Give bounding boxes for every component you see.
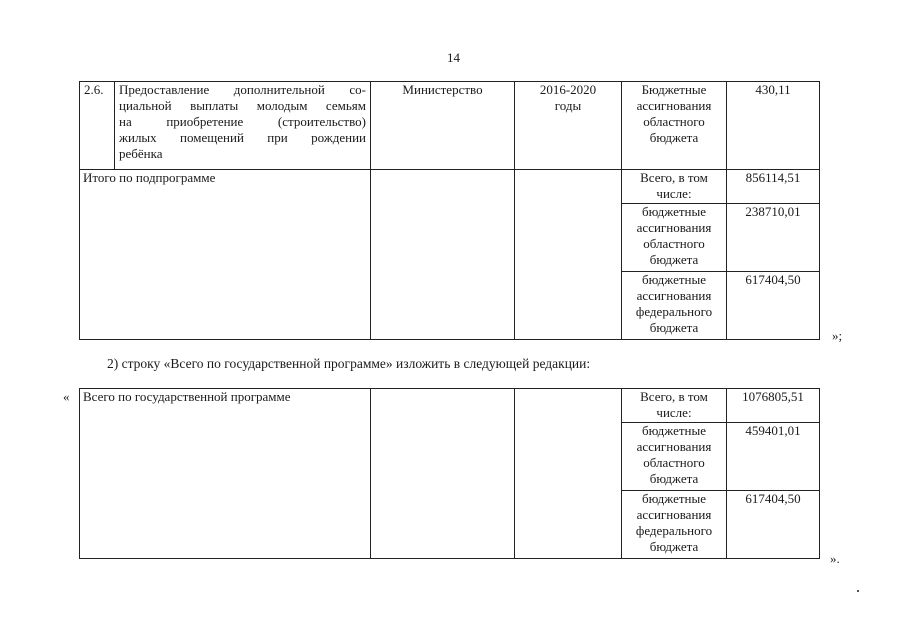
funding-source: Всего, в том числе: xyxy=(622,170,727,204)
amount: 238710,01 xyxy=(727,204,820,272)
amount: 617404,50 xyxy=(727,491,820,559)
measure-description: Предоставление дополнительной со- циальной выплаты молодым семьям на приобретение (строительство) жилых помещений при рождении ребёнка xyxy=(115,82,371,170)
table-row xyxy=(80,170,820,204)
closing-quote: ». xyxy=(830,551,840,566)
amount: 617404,50 xyxy=(727,272,820,340)
subprogram-table xyxy=(79,81,820,340)
amendment-paragraph: 2) строку «Всего по государственной программе» изложить в следующей редакции: xyxy=(107,356,591,371)
row-number: 2.6. xyxy=(80,82,115,170)
funding-source: бюджетные ассигнования областного бюджета xyxy=(622,423,727,491)
funding-source: Всего, в том числе: xyxy=(622,389,727,423)
program-total-label: Всего по государственной программе xyxy=(80,389,371,559)
amount: 459401,01 xyxy=(727,423,820,491)
period: 2016-2020 годы xyxy=(515,82,622,170)
funding-source: бюджетные ассигнования федерального бюджета xyxy=(622,272,727,340)
funding-source: бюджетные ассигнования федерального бюджета xyxy=(622,491,727,559)
program-total-table xyxy=(79,388,820,559)
funding-source: Бюджетные ассигнования областного бюджета xyxy=(622,82,727,170)
amount: 856114,51 xyxy=(727,170,820,204)
page-number: 14 xyxy=(447,50,460,65)
amount: 1076805,51 xyxy=(727,389,820,423)
scan-speck xyxy=(857,590,859,592)
table-row xyxy=(80,389,820,423)
amount: 430,11 xyxy=(727,82,820,170)
opening-quote: « xyxy=(63,389,70,404)
subprogram-total-label: Итого по подпрограмме xyxy=(80,170,371,340)
funding-source: бюджетные ассигнования областного бюджета xyxy=(622,204,727,272)
closing-quote: »; xyxy=(832,328,843,343)
executor: Министерство xyxy=(371,82,515,170)
table-row xyxy=(80,82,820,170)
